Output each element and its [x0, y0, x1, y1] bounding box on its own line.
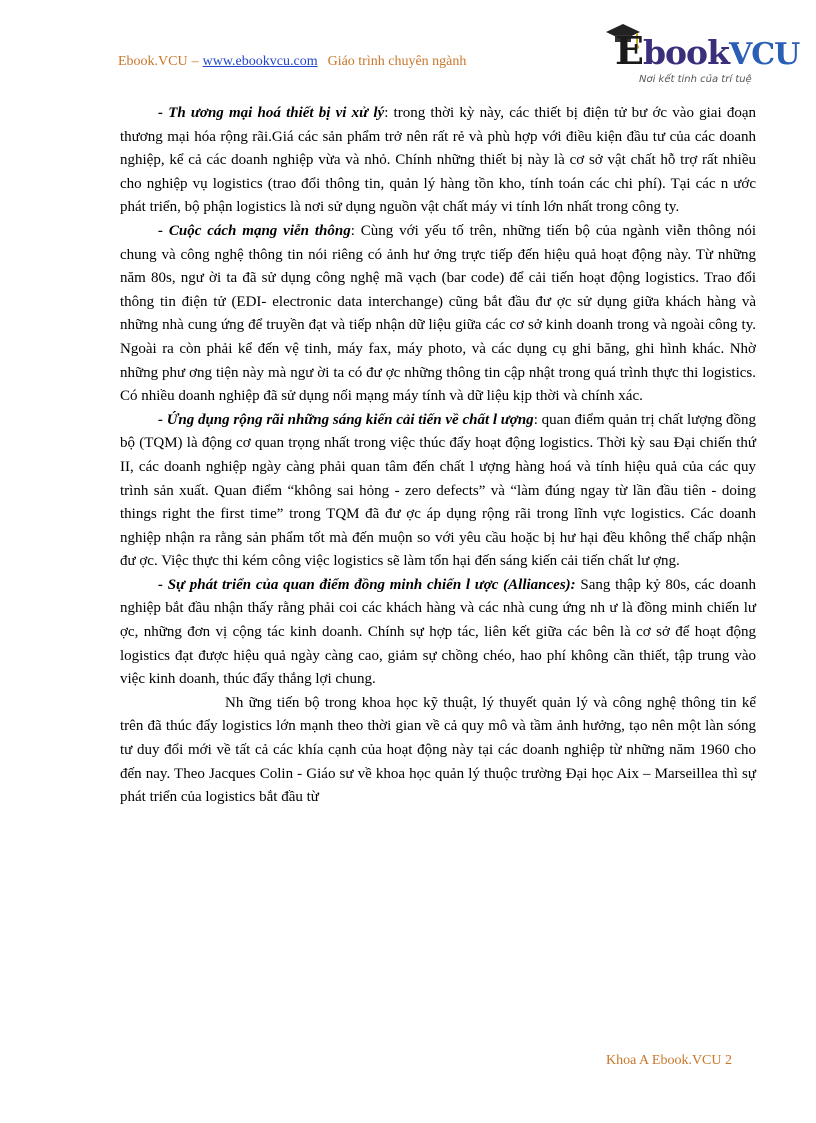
paragraph-telecom — [120, 220, 756, 409]
header-separator: – — [191, 54, 199, 69]
page-header — [118, 54, 466, 70]
paragraph-quality — [120, 409, 756, 574]
header-url-link[interactable]: www.ebookvcu.com — [202, 54, 318, 69]
paragraph-alliances — [120, 574, 756, 692]
page-footer: Khoa A Ebook.VCU 2 — [606, 1053, 732, 1068]
logo-vcu: VCU — [728, 37, 800, 72]
paragraph-lead: - Cuộc cách mạng viễn thông — [158, 222, 351, 239]
paragraph-summary — [120, 692, 756, 810]
document-body — [120, 102, 756, 810]
paragraph-text: : Cùng với yếu tố trên, những tiến bộ của ngành viễn thông nói chung và công nghệ thông tin nói riêng có ảnh hư ởng trực tiếp đến hiệu quả hoạt động này. Từ những năm 80s, ngư ời ta đã sử dụng công nghệ mã vạch (bar code) để cải tiến hoạt động logistics. Trao đổi thông tin điện tử (EDI- electronic data interchange) cũng bắt đầu đư ợc sử dụng giữa khách hàng và những nhà cung ứng để truyền đạt và tiếp nhận dữ liệu giữa các cơ sở kinh doanh trong và ngoài công ty. Ngoài ra còn phải kể đến vệ tinh, máy fax, máy photo, và các dụng cụ ghi băng, ghi hình khác. Nhờ những phư ơng tiện này mà ngư ời ta có đư ợc những thông tin cập nhật trong quá trình thực thi logistics. Có nhiều doanh nghiệp đã sử dụng nối mạng máy tính và dữ liệu kịp thời và chính xác. — [120, 222, 756, 405]
header-course: Giáo trình chuyên ngành — [327, 54, 467, 69]
paragraph-lead: - Th ương mại hoá thiết bị vi xử lý — [158, 105, 385, 121]
paragraph-text: : trong thời kỳ này, các thiết bị điện tử bư ớc vào giai đoạn thương mại hóa rộng rãi.Giá các sản phẩm trở nên rất rẻ và phù hợp với điều kiện đầu tư của các doanh nghiệp, kể cả các doanh nghiệp vừa và nhỏ. Chính những thiết bị này là cơ sở vật chất hỗ trợ rất nhiều cho nghiệp vụ logistics (trao đổi thông tin, quản lý hàng tồn kho, tính toán các chi phí). Tại các n ước phát triển, bộ phận logistics là nơi sử dụng nguồn vật chất máy vi tính lớn nhất trong công ty. — [120, 105, 756, 216]
logo-tagline: Nơi kết tinh của trí tuệ — [639, 74, 752, 85]
paragraph-text: Nh ững tiến bộ trong khoa học kỹ thuật, lý thuyết quản lý và công nghệ thông tin kể trên đã thúc đẩy logistics lớn mạnh theo thời gian về cả quy mô và tầm ảnh hưởng, tạo nên một làn sóng tư duy đổi mới về tất cả các khía cạnh của hoạt động này tại các doanh nghiệp từ những năm 1960 cho đến nay. Theo Jacques Colin - Giáo sư về khoa học quản lý thuộc trường Đại học Aix – Marseillea thì sự phát triển của logistics bắt đầu từ — [120, 694, 756, 806]
ebookvcu-logo — [603, 22, 800, 92]
paragraph-lead: - Sự phát triển của quan điểm đồng minh chiến l ược (Alliances): — [158, 576, 576, 593]
logo-wordmark — [615, 28, 799, 73]
paragraph-text: : quan điểm quản trị chất lượng đồng bộ (TQM) là động cơ quan trọng nhất trong việc thúc đẩy hoạt động logistics. Thời kỳ sau Đại chiến thứ II, các doanh nghiệp ngày càng phải quan tâm đến chất l ượng hàng hoá và tính hiệu quả của các quy trình sản xuất. Quan điểm “không sai hỏng - zero defects” và “làm đúng ngay từ lần đầu tiên - doing things right the first time” trong TQM đã đư ợc áp dụng rộng rãi trong lĩnh vực logistics. Các doanh nghiệp nhận ra rằng sản phẩm tốt mà đến muộn so với yêu cầu hoặc bị hư hại đều không thể chấp nhận đư ợc. Việc thực thi kém công việc logistics sẽ làm tổn hại đến sáng kiến cải tiến chất lư ợng. — [120, 411, 756, 570]
logo-book: book — [642, 33, 729, 72]
header-brand: Ebook.VCU — [118, 54, 188, 69]
paragraph-text: Sang thập kỷ 80s, các doanh nghiệp bắt đầu nhận thấy rằng phải coi các khách hàng và các nhà cung ứng nh ư là đồng minh chiến lư ợc, những đơn vị cộng tác kinh doanh. Chính sự hợp tác, liên kết giữa các bên là cơ sở để hoạt động logistics đạt được hiệu quả ngày càng cao, giảm sự chồng chéo, hao phí không cần thiết, tập trung vào việc kinh doanh, thúc đẩy thắng lợi chung. — [120, 576, 756, 688]
paragraph-microprocessor — [120, 102, 756, 220]
logo-e: E — [615, 28, 643, 73]
paragraph-lead: - Ứng dụng rộng rãi những sáng kiến cải tiến về chất l ượng — [158, 411, 534, 428]
